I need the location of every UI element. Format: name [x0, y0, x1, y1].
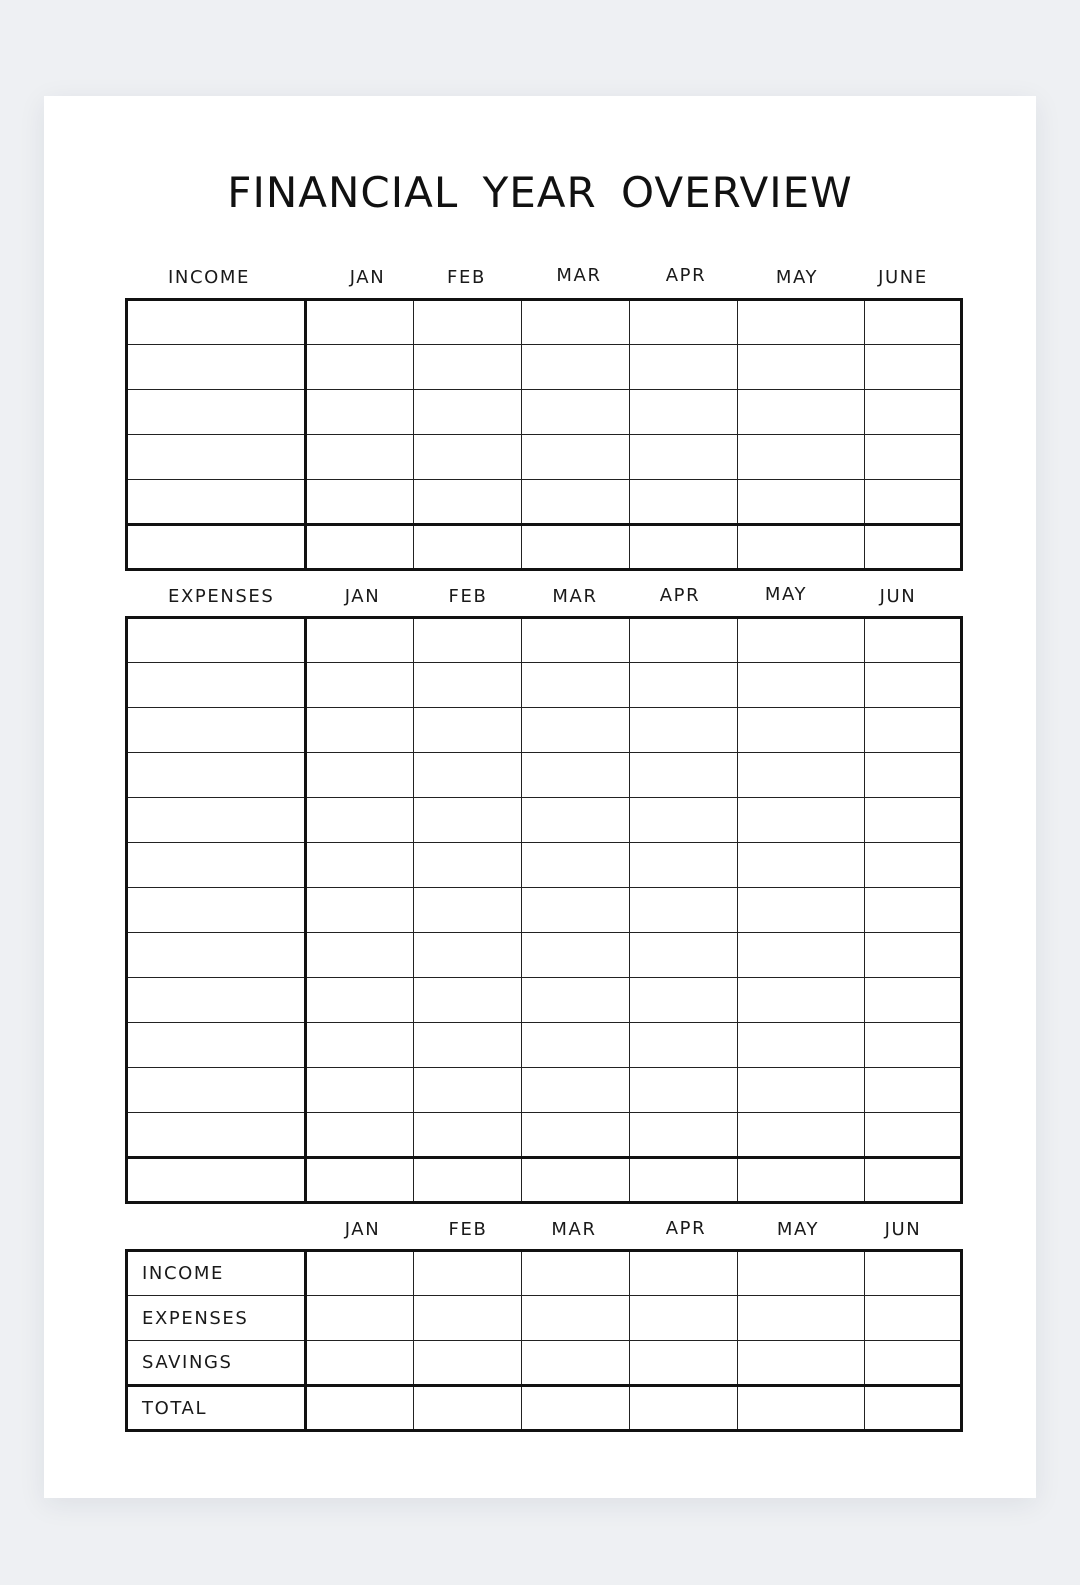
amount-cell[interactable]	[738, 933, 865, 978]
amount-cell[interactable]	[738, 525, 865, 570]
amount-cell[interactable]	[630, 933, 738, 978]
amount-cell[interactable]	[738, 390, 865, 435]
amount-cell[interactable]	[865, 978, 962, 1023]
amount-cell[interactable]	[522, 1068, 630, 1113]
amount-cell[interactable]	[630, 888, 738, 933]
table-row	[127, 480, 962, 525]
category-cell[interactable]	[127, 435, 306, 480]
category-cell[interactable]	[127, 933, 306, 978]
amount-cell[interactable]	[522, 708, 630, 753]
amount-cell[interactable]	[306, 933, 414, 978]
amount-cell[interactable]	[522, 1023, 630, 1068]
amount-cell[interactable]	[738, 1023, 865, 1068]
amount-cell[interactable]	[414, 1296, 522, 1341]
row-label: INCOME	[127, 1251, 306, 1296]
amount-cell[interactable]	[738, 1386, 865, 1431]
amount-cell[interactable]	[630, 1386, 738, 1431]
amount-cell[interactable]	[306, 753, 414, 798]
amount-cell[interactable]	[306, 663, 414, 708]
amount-cell[interactable]	[865, 843, 962, 888]
amount-cell[interactable]	[522, 1158, 630, 1203]
table-row	[127, 888, 962, 933]
amount-cell[interactable]	[414, 525, 522, 570]
amount-cell[interactable]	[522, 888, 630, 933]
amount-cell[interactable]	[522, 798, 630, 843]
amount-cell[interactable]	[414, 1386, 522, 1431]
expenses-month-header: FEB	[448, 586, 488, 607]
category-cell[interactable]	[127, 663, 306, 708]
amount-cell[interactable]	[738, 1068, 865, 1113]
table-row	[127, 978, 962, 1023]
amount-cell[interactable]	[738, 1251, 865, 1296]
amount-cell[interactable]	[630, 1251, 738, 1296]
category-cell[interactable]	[127, 753, 306, 798]
amount-cell[interactable]	[865, 525, 962, 570]
amount-cell[interactable]	[865, 1068, 962, 1113]
amount-cell[interactable]	[522, 1386, 630, 1431]
category-cell[interactable]	[127, 480, 306, 525]
amount-cell[interactable]	[306, 978, 414, 1023]
amount-cell[interactable]	[522, 753, 630, 798]
amount-cell[interactable]	[865, 480, 962, 525]
row-label: SAVINGS	[127, 1341, 306, 1386]
amount-cell[interactable]	[306, 525, 414, 570]
amount-cell[interactable]	[865, 888, 962, 933]
amount-cell[interactable]	[306, 843, 414, 888]
row-label: EXPENSES	[127, 1296, 306, 1341]
amount-cell[interactable]	[630, 480, 738, 525]
amount-cell[interactable]	[414, 618, 522, 663]
summary-month-header: APR	[665, 1218, 707, 1239]
amount-cell[interactable]	[414, 345, 522, 390]
income-table	[125, 298, 963, 571]
amount-cell[interactable]	[630, 1158, 738, 1203]
category-cell[interactable]	[127, 1023, 306, 1068]
amount-cell[interactable]	[865, 1251, 962, 1296]
amount-cell[interactable]	[738, 300, 865, 345]
amount-cell[interactable]	[865, 708, 962, 753]
summary-month-header: JAN	[344, 1219, 381, 1240]
summary-table	[125, 1249, 963, 1432]
amount-cell[interactable]	[522, 663, 630, 708]
amount-cell[interactable]	[630, 708, 738, 753]
table-row	[127, 390, 962, 435]
amount-cell[interactable]	[306, 1023, 414, 1068]
amount-cell[interactable]	[306, 300, 414, 345]
amount-cell[interactable]	[522, 933, 630, 978]
amount-cell[interactable]	[414, 435, 522, 480]
category-cell[interactable]	[127, 345, 306, 390]
expenses-section-label: EXPENSES	[168, 586, 275, 607]
expenses-month-header: JUN	[879, 586, 917, 607]
amount-cell[interactable]	[306, 435, 414, 480]
summary-month-header: MAR	[551, 1219, 597, 1240]
amount-cell[interactable]	[630, 843, 738, 888]
amount-cell[interactable]	[865, 1023, 962, 1068]
income-section-label: INCOME	[168, 267, 251, 288]
amount-cell[interactable]	[865, 1113, 962, 1158]
amount-cell[interactable]	[630, 618, 738, 663]
expenses-month-header: MAY	[764, 584, 808, 605]
amount-cell[interactable]	[630, 663, 738, 708]
amount-cell[interactable]	[630, 1113, 738, 1158]
total-row	[127, 1158, 962, 1203]
category-cell[interactable]	[127, 708, 306, 753]
category-cell[interactable]	[127, 1158, 306, 1203]
amount-cell[interactable]	[522, 978, 630, 1023]
amount-cell[interactable]	[630, 1296, 738, 1341]
amount-cell[interactable]	[865, 798, 962, 843]
amount-cell[interactable]	[306, 618, 414, 663]
income-month-header: MAR	[556, 265, 602, 286]
table-row	[127, 933, 962, 978]
amount-cell[interactable]	[522, 618, 630, 663]
table-row	[127, 435, 962, 480]
amount-cell[interactable]	[738, 1113, 865, 1158]
amount-cell[interactable]	[414, 663, 522, 708]
category-cell[interactable]	[127, 390, 306, 435]
amount-cell[interactable]	[522, 390, 630, 435]
amount-cell[interactable]	[630, 345, 738, 390]
amount-cell[interactable]	[414, 753, 522, 798]
amount-cell[interactable]	[414, 798, 522, 843]
amount-cell[interactable]	[414, 843, 522, 888]
table-row	[127, 843, 962, 888]
amount-cell[interactable]	[306, 390, 414, 435]
amount-cell[interactable]	[630, 798, 738, 843]
table-row	[127, 708, 962, 753]
table-row	[127, 798, 962, 843]
amount-cell[interactable]	[865, 618, 962, 663]
income-month-header: JAN	[349, 267, 386, 288]
table-row	[127, 753, 962, 798]
amount-cell[interactable]	[306, 1296, 414, 1341]
income-month-header: MAY	[775, 267, 819, 288]
amount-cell[interactable]	[414, 1023, 522, 1068]
page-title: FINANCIAL YEAR OVERVIEW	[227, 168, 853, 217]
category-cell[interactable]	[127, 888, 306, 933]
table-row	[127, 300, 962, 345]
category-cell[interactable]	[127, 843, 306, 888]
amount-cell[interactable]	[738, 798, 865, 843]
amount-cell[interactable]	[414, 933, 522, 978]
amount-cell[interactable]	[738, 978, 865, 1023]
table-row	[127, 1023, 962, 1068]
amount-cell[interactable]	[865, 1296, 962, 1341]
amount-cell[interactable]	[522, 843, 630, 888]
expenses-month-header: MAR	[552, 586, 598, 607]
amount-cell[interactable]	[522, 435, 630, 480]
amount-cell[interactable]	[738, 345, 865, 390]
amount-cell[interactable]	[738, 708, 865, 753]
category-cell[interactable]	[127, 1113, 306, 1158]
amount-cell[interactable]	[738, 1296, 865, 1341]
summary-month-header: JUN	[884, 1219, 922, 1240]
amount-cell[interactable]	[306, 1113, 414, 1158]
amount-cell[interactable]	[865, 663, 962, 708]
amount-cell[interactable]	[414, 1113, 522, 1158]
expenses-month-header: APR	[659, 585, 701, 606]
table-row	[127, 618, 962, 663]
table-row	[127, 1113, 962, 1158]
amount-cell[interactable]	[630, 1068, 738, 1113]
table-row	[127, 1251, 962, 1296]
category-cell[interactable]	[127, 978, 306, 1023]
amount-cell[interactable]	[306, 480, 414, 525]
amount-cell[interactable]	[522, 1251, 630, 1296]
amount-cell[interactable]	[306, 1386, 414, 1431]
category-cell[interactable]	[127, 300, 306, 345]
amount-cell[interactable]	[522, 1113, 630, 1158]
amount-cell[interactable]	[865, 1158, 962, 1203]
amount-cell[interactable]	[630, 435, 738, 480]
amount-cell[interactable]	[738, 1158, 865, 1203]
income-month-header: JUNE	[878, 267, 928, 288]
amount-cell[interactable]	[630, 753, 738, 798]
expenses-month-header: JAN	[344, 586, 381, 607]
amount-cell[interactable]	[522, 525, 630, 570]
amount-cell[interactable]	[738, 1341, 865, 1386]
category-cell[interactable]	[127, 1068, 306, 1113]
amount-cell[interactable]	[522, 1341, 630, 1386]
amount-cell[interactable]	[630, 1023, 738, 1068]
amount-cell[interactable]	[306, 888, 414, 933]
total-row	[127, 525, 962, 570]
amount-cell[interactable]	[522, 480, 630, 525]
amount-cell[interactable]	[738, 843, 865, 888]
category-cell[interactable]	[127, 798, 306, 843]
amount-cell[interactable]	[414, 480, 522, 525]
amount-cell[interactable]	[738, 618, 865, 663]
amount-cell[interactable]	[414, 978, 522, 1023]
row-label: TOTAL	[127, 1386, 306, 1431]
total-row	[127, 1386, 962, 1431]
amount-cell[interactable]	[865, 435, 962, 480]
amount-cell[interactable]	[306, 1068, 414, 1113]
amount-cell[interactable]	[630, 525, 738, 570]
amount-cell[interactable]	[630, 390, 738, 435]
amount-cell[interactable]	[306, 1341, 414, 1386]
amount-cell[interactable]	[630, 978, 738, 1023]
amount-cell[interactable]	[414, 1158, 522, 1203]
expenses-table	[125, 616, 963, 1204]
amount-cell[interactable]	[414, 300, 522, 345]
amount-cell[interactable]	[306, 1251, 414, 1296]
amount-cell[interactable]	[738, 435, 865, 480]
amount-cell[interactable]	[306, 345, 414, 390]
category-cell[interactable]	[127, 525, 306, 570]
amount-cell[interactable]	[414, 888, 522, 933]
amount-cell[interactable]	[738, 753, 865, 798]
summary-month-header: MAY	[776, 1219, 820, 1240]
amount-cell[interactable]	[865, 390, 962, 435]
amount-cell[interactable]	[630, 300, 738, 345]
table-row	[127, 1296, 962, 1341]
income-month-header: FEB	[447, 267, 486, 288]
table-row	[127, 1341, 962, 1386]
table-row	[127, 663, 962, 708]
amount-cell[interactable]	[414, 390, 522, 435]
amount-cell[interactable]	[630, 1341, 738, 1386]
amount-cell[interactable]	[865, 345, 962, 390]
table-row	[127, 345, 962, 390]
summary-month-header: FEB	[448, 1219, 488, 1240]
amount-cell[interactable]	[865, 300, 962, 345]
amount-cell[interactable]	[306, 798, 414, 843]
income-month-header: APR	[665, 265, 707, 286]
table-row	[127, 1068, 962, 1113]
amount-cell[interactable]	[738, 663, 865, 708]
amount-cell[interactable]	[865, 933, 962, 978]
amount-cell[interactable]	[414, 1341, 522, 1386]
amount-cell[interactable]	[738, 480, 865, 525]
amount-cell[interactable]	[865, 1341, 962, 1386]
category-cell[interactable]	[127, 618, 306, 663]
amount-cell[interactable]	[306, 1158, 414, 1203]
amount-cell[interactable]	[865, 1386, 962, 1431]
amount-cell[interactable]	[414, 708, 522, 753]
amount-cell[interactable]	[306, 708, 414, 753]
amount-cell[interactable]	[522, 1296, 630, 1341]
amount-cell[interactable]	[738, 888, 865, 933]
amount-cell[interactable]	[522, 300, 630, 345]
amount-cell[interactable]	[414, 1068, 522, 1113]
amount-cell[interactable]	[865, 753, 962, 798]
amount-cell[interactable]	[522, 345, 630, 390]
amount-cell[interactable]	[414, 1251, 522, 1296]
